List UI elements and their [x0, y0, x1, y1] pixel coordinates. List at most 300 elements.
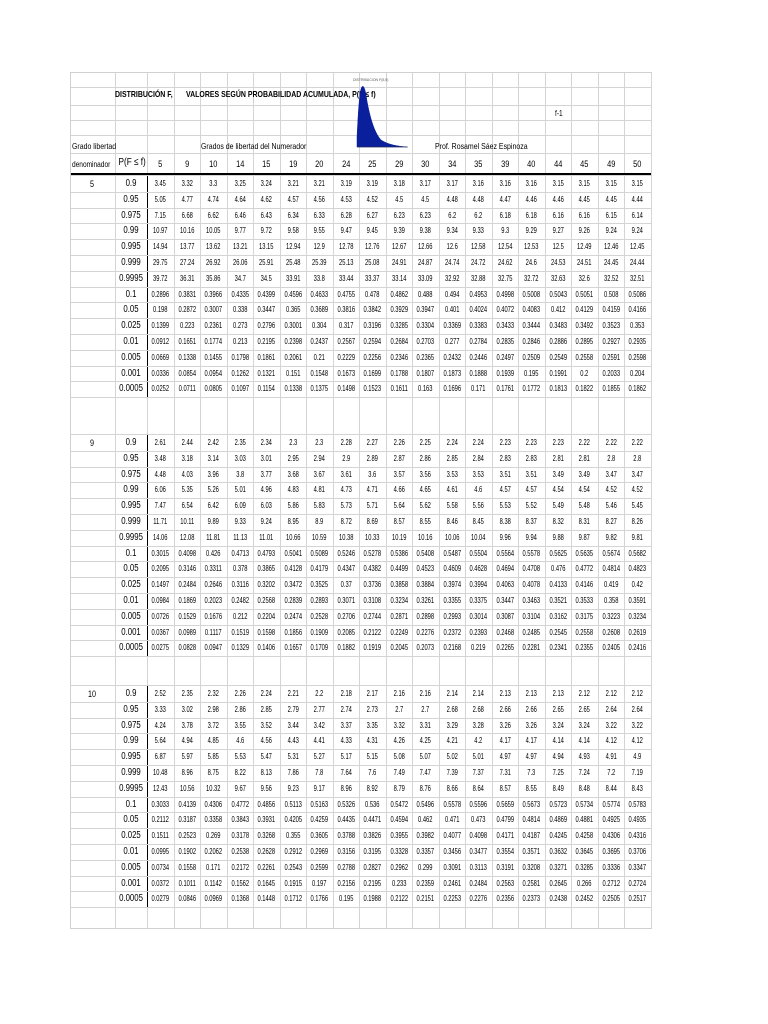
table-cell: 2.24 — [260, 689, 272, 698]
table-cell: 7.3 — [527, 768, 536, 777]
table-cell: 0.473 — [471, 815, 486, 825]
grid-hline — [71, 192, 651, 193]
table-cell: 5.83 — [313, 501, 325, 511]
table-cell: 0.3223 — [601, 611, 620, 621]
table-cell: 0.223 — [179, 321, 194, 331]
table-cell: 2.9 — [341, 453, 350, 463]
table-cell: 0.462 — [418, 815, 433, 825]
table-cell: 4.81 — [313, 485, 325, 495]
table-cell: 4.5 — [421, 194, 430, 204]
table-cell: 4.91 — [605, 752, 617, 762]
table-cell: 9.81 — [631, 532, 643, 542]
table-cell: 24.44 — [630, 258, 645, 267]
prob-value: 0.005 — [121, 861, 141, 873]
table-cell: 5.46 — [605, 501, 617, 511]
table-cell: 0.3477 — [469, 847, 488, 856]
table-cell: 4.45 — [578, 194, 590, 204]
table-cell: 0.2684 — [389, 337, 408, 346]
table-cell: 4.57 — [525, 485, 537, 495]
table-cell: 10.06 — [444, 532, 459, 542]
table-cell: 2.16 — [419, 689, 431, 698]
table-cell: 0.4083 — [522, 305, 541, 315]
table-cell: 0.4133 — [548, 580, 567, 590]
table-cell: 5.01 — [234, 485, 246, 495]
table-cell: 0.4609 — [442, 564, 461, 574]
table-cell: 0.3196 — [363, 321, 382, 331]
table-cell: 0.2619 — [628, 627, 647, 637]
table-cell: 3.02 — [181, 704, 193, 714]
table-cell: 0.2505 — [601, 894, 620, 904]
table-cell: 0.3632 — [548, 847, 567, 856]
numerator-df-50: 50 — [633, 159, 642, 170]
table-cell: 9.3 — [500, 226, 509, 236]
table-cell: 24.72 — [471, 258, 486, 267]
table-cell: 0.5635 — [575, 548, 594, 558]
table-cell: 0.2033 — [601, 368, 620, 378]
table-cell: 0.4078 — [522, 580, 541, 590]
table-cell: 3.47 — [631, 469, 643, 479]
table-cell: 0.1558 — [177, 862, 196, 872]
table-cell: 9.89 — [207, 517, 219, 526]
table-cell: 0.2195 — [257, 337, 276, 346]
table-cell: 2.87 — [393, 453, 405, 463]
table-cell: 0.5596 — [469, 799, 488, 809]
table-cell: 8.79 — [393, 783, 405, 793]
table-cell: 0.5723 — [548, 799, 567, 809]
table-cell: 0.3884 — [416, 580, 435, 590]
table-cell: 0.2784 — [469, 337, 488, 346]
grid-hline — [71, 318, 651, 319]
table-cell: 0.0846 — [177, 894, 196, 904]
table-cell: 0.5734 — [575, 799, 594, 809]
table-cell: 0.1909 — [310, 627, 329, 637]
table-cell: 0.2372 — [442, 627, 461, 637]
table-cell: 0.3447 — [495, 596, 514, 605]
title-distribution: DISTRIBUCIÓN F, — [115, 89, 173, 99]
table-cell: 0.304 — [312, 321, 327, 331]
grid-vline — [253, 73, 254, 928]
table-cell: 4.83 — [287, 485, 299, 495]
table-cell: 4.14 — [552, 736, 564, 746]
table-cell: 0.2265 — [495, 643, 514, 653]
table-cell: 0.2281 — [522, 643, 541, 653]
table-cell: 8.69 — [366, 517, 378, 526]
table-cell: 11.71 — [153, 517, 168, 526]
numerator-df-5: 5 — [158, 159, 163, 170]
table-cell: 0.4347 — [336, 564, 355, 574]
table-cell: 0.3178 — [230, 831, 249, 841]
table-cell: 0.233 — [391, 878, 406, 888]
table-cell: 0.2839 — [283, 596, 302, 605]
table-cell: 2.44 — [181, 438, 193, 447]
prob-value: 0.05 — [123, 814, 139, 826]
grid-vline — [492, 73, 493, 928]
table-cell: 5.08 — [393, 752, 405, 762]
table-cell: 0.4881 — [575, 815, 594, 825]
table-cell: 0.4708 — [522, 564, 541, 574]
table-cell: 0.494 — [444, 289, 459, 299]
table-cell: 0.3071 — [336, 596, 355, 605]
table-cell: 0.3007 — [204, 305, 223, 315]
table-cell: 0.3994 — [469, 580, 488, 590]
table-cell: 32.51 — [630, 273, 645, 283]
numerator-df-24: 24 — [341, 159, 350, 170]
table-cell: 3.03 — [234, 453, 246, 463]
table-cell: 2.73 — [366, 704, 378, 714]
table-cell: 24.6 — [525, 258, 537, 267]
table-cell: 12.66 — [418, 242, 433, 252]
prob-value: 0.999 — [121, 516, 141, 527]
table-cell: 0.0805 — [204, 384, 223, 394]
grid-vline — [359, 73, 360, 928]
table-cell: 2.12 — [631, 689, 643, 698]
table-cell: 6.43 — [260, 210, 272, 220]
numerator-df-29: 29 — [394, 159, 403, 170]
table-cell: 0.4306 — [204, 799, 223, 809]
table-cell: 0.4772 — [575, 564, 594, 574]
table-cell: 0.3113 — [469, 862, 487, 872]
table-cell: 0.1888 — [469, 368, 488, 378]
table-cell: 7.47 — [419, 768, 431, 777]
table-cell: 0.3234 — [628, 611, 647, 621]
grid-vline — [571, 73, 572, 928]
table-cell: 0.0828 — [177, 643, 196, 653]
prob-value: 0.9995 — [119, 531, 143, 543]
prob-value: 0.99 — [123, 225, 139, 237]
table-cell: 8.92 — [366, 783, 378, 793]
prob-value: 0.99 — [123, 484, 139, 496]
grid-hline — [71, 812, 651, 813]
table-cell: 5.53 — [499, 501, 511, 511]
prob-value: 0.001 — [121, 367, 141, 379]
table-cell: 0.4399 — [257, 289, 276, 299]
table-cell: 0.273 — [232, 321, 247, 331]
table-cell: 9.24 — [260, 517, 272, 526]
table-cell: 0.3571 — [522, 847, 541, 856]
table-cell: 0.3175 — [575, 611, 594, 621]
table-cell: 0.3955 — [389, 831, 408, 841]
table-cell: 0.3816 — [336, 305, 355, 315]
table-cell: 0.171 — [471, 384, 486, 394]
table-cell: 7.47 — [154, 501, 166, 511]
table-cell: 0.1939 — [495, 368, 514, 378]
table-cell: 0.426 — [206, 548, 221, 558]
table-cell: 0.3369 — [442, 321, 461, 331]
table-cell: 0.2393 — [469, 627, 488, 637]
table-cell: 0.1676 — [204, 611, 223, 621]
table-cell: 0.1798 — [230, 352, 249, 362]
table-cell: 34.5 — [260, 273, 272, 283]
table-cell: 6.2 — [474, 210, 483, 220]
table-cell: 8.37 — [525, 517, 537, 526]
table-cell: 0.5043 — [548, 289, 567, 299]
table-cell: 0.4382 — [363, 564, 382, 574]
table-cell: 0.1861 — [257, 352, 276, 362]
table-cell: 32.88 — [471, 273, 486, 283]
table-cell: 0.2645 — [548, 878, 567, 888]
table-cell: 8.38 — [499, 517, 511, 526]
table-cell: 8.66 — [446, 783, 458, 793]
table-cell: 3.29 — [446, 720, 458, 730]
table-cell: 2.24 — [446, 438, 458, 447]
table-cell: 3.35 — [366, 720, 378, 730]
table-cell: 0.2151 — [416, 894, 435, 904]
prob-value: 0.01 — [123, 595, 139, 606]
table-cell: 0.3191 — [495, 862, 514, 872]
table-cell: 5.05 — [154, 194, 166, 204]
table-cell: 7.8 — [315, 768, 324, 777]
table-cell: 2.8 — [633, 453, 642, 463]
table-cell: 0.1902 — [177, 847, 196, 856]
table-cell: 6.16 — [578, 210, 590, 220]
table-cell: 13.15 — [259, 242, 274, 252]
table-cell: 0.1338 — [283, 384, 302, 394]
table-cell: 0.2172 — [230, 862, 249, 872]
table-cell: 0.2788 — [336, 862, 355, 872]
table-cell: 3.18 — [181, 453, 193, 463]
table-cell: 0.4856 — [257, 799, 276, 809]
table-cell: 0.2416 — [628, 643, 647, 653]
table-cell: 0.2485 — [522, 627, 541, 637]
table-cell: 0.277 — [444, 337, 459, 346]
table-cell: 4.24 — [154, 720, 166, 730]
table-cell: 5.47 — [260, 752, 272, 762]
table-cell: 0.4258 — [575, 831, 594, 841]
table-cell: 0.5578 — [442, 799, 461, 809]
table-cell: 5.58 — [446, 501, 458, 511]
table-cell: 0.3001 — [283, 321, 302, 331]
table-cell: 3.22 — [631, 720, 643, 730]
table-cell: 0.358 — [603, 596, 618, 605]
table-cell: 0.5113 — [284, 799, 302, 809]
grid-vline — [174, 73, 175, 928]
table-cell: 0.2346 — [389, 352, 408, 362]
table-cell: 2.14 — [446, 689, 458, 698]
table-cell: 4.5 — [394, 194, 403, 204]
grid-vline — [306, 73, 307, 928]
table-cell: 0.4814 — [522, 815, 541, 825]
table-cell: 2.84 — [472, 453, 484, 463]
table-cell: 0.4633 — [310, 289, 329, 299]
table-cell: 2.81 — [578, 453, 590, 463]
table-cell: 0.0279 — [151, 894, 170, 904]
table-cell: 3.33 — [154, 704, 166, 714]
table-cell: 0.3826 — [363, 831, 382, 841]
prob-value: 0.005 — [121, 610, 141, 622]
grid-hline — [71, 434, 651, 435]
table-cell: 0.1321 — [257, 368, 276, 378]
table-cell: 4.17 — [525, 736, 537, 746]
table-cell: 9.82 — [605, 532, 617, 542]
table-cell: 0.1117 — [204, 627, 222, 637]
table-cell: 0.3015 — [151, 548, 170, 558]
grid-hline — [71, 640, 651, 641]
table-cell: 0.212 — [232, 611, 247, 621]
table-cell: 3.21 — [287, 179, 299, 188]
table-cell: 0.5625 — [548, 548, 567, 558]
prob-value: 0.1 — [125, 547, 137, 559]
table-cell: 0.1154 — [257, 384, 275, 394]
table-cell: 0.4594 — [389, 815, 408, 825]
prob-value: 0.975 — [121, 719, 141, 731]
grid-hline — [71, 844, 651, 845]
table-cell: 0.2484 — [177, 580, 196, 590]
table-cell: 3.53 — [446, 469, 458, 479]
table-cell: 0.1673 — [336, 368, 355, 378]
grid-hline — [71, 625, 651, 626]
table-cell: 0.0726 — [151, 611, 170, 621]
table-cell: 4.31 — [366, 736, 378, 746]
prob-value: 0.01 — [123, 336, 139, 347]
table-cell: 7.86 — [287, 768, 299, 777]
table-cell: 10.32 — [206, 783, 221, 793]
table-cell: 0.5783 — [628, 799, 647, 809]
table-cell: 3.61 — [340, 469, 352, 479]
table-cell: 39.72 — [153, 273, 168, 283]
table-cell: 0.3982 — [416, 831, 435, 841]
density-curve — [357, 86, 407, 147]
table-cell: 0.1511 — [151, 831, 169, 841]
table-cell: 24.91 — [391, 258, 406, 267]
table-cell: 2.24 — [472, 438, 484, 447]
table-cell: 0.4146 — [575, 580, 594, 590]
table-cell: 0.2156 — [336, 878, 355, 888]
table-cell: 8.55 — [525, 783, 537, 793]
table-cell: 0.4925 — [601, 815, 620, 825]
grid-hline — [71, 876, 651, 877]
table-cell: 32.72 — [524, 273, 539, 283]
table-cell: 33.09 — [418, 273, 433, 283]
table-cell: 4.2 — [474, 736, 483, 746]
table-cell: 10.59 — [312, 532, 327, 542]
table-cell: 0.5051 — [575, 289, 594, 299]
table-cell: 0.2195 — [363, 878, 382, 888]
table-cell: 0.2969 — [310, 847, 329, 856]
table-cell: 0.1329 — [230, 643, 249, 653]
table-cell: 4.12 — [605, 736, 617, 746]
chart-caption: DISTRIBUCION F(5,5) — [353, 78, 389, 82]
table-cell: 0.2581 — [522, 878, 541, 888]
table-cell: 2.12 — [605, 689, 617, 698]
table-cell: 0.1611 — [390, 384, 408, 394]
table-cell: 9.56 — [260, 783, 272, 793]
table-cell: 3.6 — [368, 469, 377, 479]
table-cell: 0.3108 — [363, 596, 382, 605]
table-cell: 11.13 — [232, 532, 247, 542]
table-cell: 32.52 — [603, 273, 618, 283]
grid-hline — [71, 271, 651, 272]
grid-hline — [71, 733, 651, 734]
table-cell: 10.11 — [179, 517, 194, 526]
table-cell: 25.08 — [365, 258, 380, 267]
table-cell: 0.1813 — [548, 384, 567, 394]
table-cell: 4.12 — [631, 736, 643, 746]
grid-vline — [598, 73, 599, 928]
table-cell: 3.47 — [605, 469, 617, 479]
table-cell: 0.2724 — [628, 878, 647, 888]
grid-hline — [71, 302, 651, 303]
table-cell: 0.3974 — [442, 580, 461, 590]
table-cell: 3.24 — [260, 179, 272, 188]
table-cell: 5.97 — [181, 752, 193, 762]
table-cell: 0.2703 — [416, 337, 435, 346]
prob-value: 0.95 — [123, 703, 139, 715]
table-cell: 0.1855 — [601, 384, 620, 394]
table-cell: 2.7 — [394, 704, 403, 714]
table-cell: 2.83 — [525, 453, 537, 463]
table-cell: 0.2461 — [442, 878, 461, 888]
table-cell: 4.43 — [287, 736, 299, 746]
table-cell: 7.31 — [499, 768, 511, 777]
numerator-df-label: Grados de libertad del Numerador — [201, 141, 307, 151]
table-cell: 10.66 — [285, 532, 300, 542]
table-cell: 6.27 — [366, 210, 378, 220]
grid-hline — [71, 781, 651, 782]
table-cell: 0.1788 — [389, 368, 408, 378]
grid-hline — [71, 656, 651, 657]
table-cell: 0.4869 — [548, 815, 567, 825]
table-cell: 12.76 — [365, 242, 380, 252]
table-cell: 0.0912 — [151, 337, 170, 346]
table-cell: 0.0954 — [204, 368, 223, 378]
grid-hline — [71, 561, 651, 562]
table-cell: 0.3966 — [204, 289, 223, 299]
table-cell: 0.2474 — [283, 611, 302, 621]
table-cell: 0.2608 — [601, 627, 620, 637]
table-cell: 0.1142 — [204, 878, 222, 888]
table-cell: 0.1645 — [257, 878, 276, 888]
table-cell: 9.88 — [552, 532, 564, 542]
prob-value: 0.95 — [123, 193, 139, 205]
table-cell: 2.22 — [605, 438, 617, 447]
table-cell: 9.23 — [287, 783, 299, 793]
table-cell: 0.1523 — [363, 384, 382, 394]
table-cell: 0.197 — [312, 878, 327, 888]
prob-value: 0.001 — [121, 626, 141, 638]
table-cell: 0.4499 — [389, 564, 408, 574]
table-cell: 10.19 — [391, 532, 406, 542]
table-cell: 0.21 — [313, 352, 325, 362]
table-cell: 12.45 — [630, 242, 645, 252]
table-cell: 2.26 — [234, 689, 246, 698]
table-cell: 4.57 — [499, 485, 511, 495]
table-cell: 0.5163 — [310, 799, 329, 809]
prob-value: 0.995 — [121, 751, 141, 763]
numerator-df-40: 40 — [527, 159, 536, 170]
table-cell: 0.269 — [206, 831, 221, 841]
table-cell: 0.2437 — [310, 337, 329, 346]
table-cell: 0.3554 — [495, 847, 514, 856]
prob-value: 0.9995 — [119, 782, 143, 794]
table-cell: 8.9 — [315, 517, 324, 526]
table-cell: 2.42 — [207, 438, 219, 447]
table-cell: 4.94 — [181, 736, 193, 746]
table-cell: 0.3947 — [416, 305, 435, 315]
table-cell: 0.2962 — [389, 862, 408, 872]
table-cell: 0.4772 — [230, 799, 249, 809]
grid-vline — [227, 73, 228, 928]
table-cell: 0.3842 — [363, 305, 382, 315]
table-cell: 0.3929 — [389, 305, 408, 315]
table-cell: 8.96 — [340, 783, 352, 793]
table-cell: 0.2545 — [548, 627, 567, 637]
grid-hline — [71, 718, 651, 719]
table-cell: 4.6 — [235, 736, 244, 746]
table-cell: 4.45 — [605, 194, 617, 204]
table-cell: 9.29 — [525, 226, 537, 236]
table-cell: 0.471 — [444, 815, 459, 825]
f-density-chart — [351, 77, 409, 151]
